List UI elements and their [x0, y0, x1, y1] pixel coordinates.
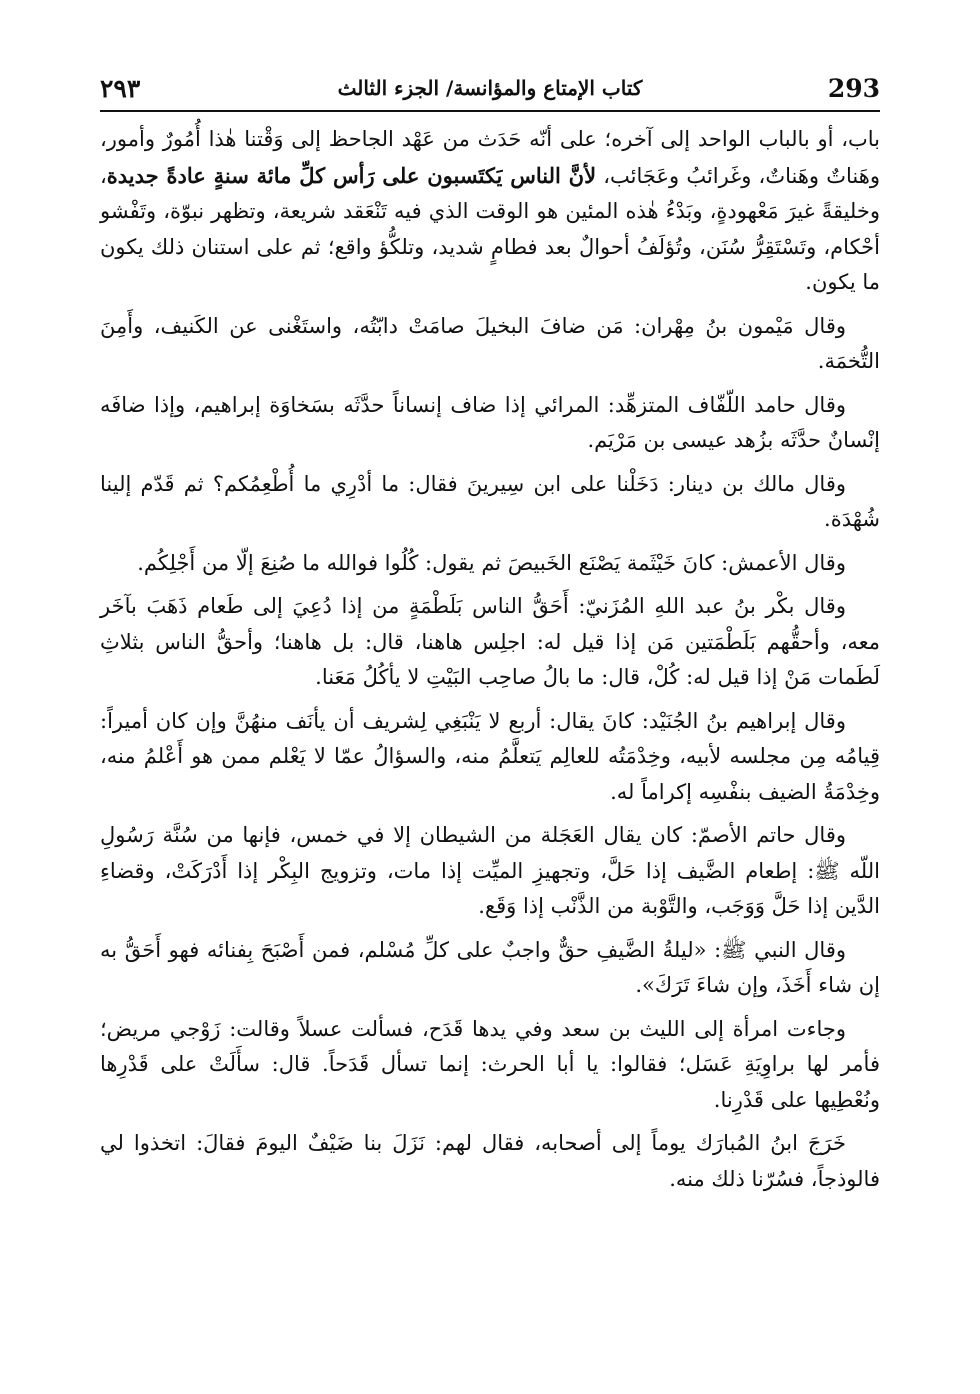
paragraph-prophet: وقال النبي ﷺ: «ليلةُ الضَّيفِ حقٌّ واجبٌ على كلِّ مُسْلم، فمن أَصْبَحَ بِفنائه فهو أَحَقُّ به إن شاء أَخَذَ، وإن شاءَ تَرَكَ». [100, 937, 880, 997]
paragraph-text: باب، أو بالباب الواحد إلى آخره؛ على أنّه حَدَث من عَهْد الجاحظ إلى وَقْتنا هٰذا أُمُورٌ وأمور، وهَناتٌ وهَناتٌ، وغَرائبُ وعَجَائب، [100, 127, 880, 188]
page-number-latin: 293 [827, 74, 880, 103]
paragraph-mubarak: خَرَجَ ابنُ المُبارَك يوماً إلى أصحابه، فقال لهم: نَزَلَ بنا ضَيْفٌ اليومَ فقالَ: اتخذوا لي فالوذجاً، فسُرّنا ذلك منه. [100, 1131, 880, 1191]
paragraph-continuation [100, 122, 880, 301]
bold-emphasis: لأنَّ الناس يَكتَسبون على رَأس كلِّ مائة سنةٍ عادةً جديدة [106, 162, 597, 188]
page-number-arabic: ٢٩٣ [100, 74, 141, 103]
paragraph-amash: وقال الأعمش: كانَ خَيْثَمة يَصْنَع الخَبيصَ ثم يقول: كُلُوا فوالله ما صُنِعَ إلّا من أَجْلِكُم. [137, 550, 846, 575]
paragraph-ibrahim: وقال إبراهيم بنُ الجُنَيْد: كانَ يقال: أربع لا يَنْبَغِي لِشريف أن يأنَف منهُنَّ وإن كان أميراً: قِيامُه مِن مجلسه لأبيه، وخِدْمَتُه للعالِم يَتعلَّمُ منه، والسؤالُ عمّا لا يَعْلم ممن هو أَعْلمُ منه، وخِدْمَةُ الضيف بنفْسِه إكراماً له. [100, 708, 880, 804]
paragraph-hamid: وقال حامد اللّفّاف المتزهِّد: المرائي إذا ضاف إنساناً حدَّثَه بسَخاوَة إبراهيم، وإذا ضافَه إنْسانٌ حدَّثَه بزُهد عيسى بن مَرْيَم. [100, 392, 880, 452]
page-body [100, 122, 880, 1205]
page-header [100, 70, 880, 112]
paragraph-layth: وجاءت امرأة إلى الليث بن سعد وفي يدها قَدَح، فسألت عسلاً وقالت: زَوْجي مريض؛ فأمر لها براوِيَةِ عَسَل؛ فقالوا: يا أبا الحرث: إنما تسأل قَدَحاً. قال: سأَلَتْ على قَدْرِها ونُعْطِيها على قَدْرِنا. [100, 1016, 880, 1112]
paragraph-maymun: وقال مَيْمون بنُ مِهْران: مَن ضافَ البخيلَ صامَتْ دابّتُه، واستَغْنى عن الكَنيف، وأَمِنَ التُّخمَة. [100, 313, 880, 373]
paragraph-malik: وقال مالك بن دينار: دَخَلْنا على ابن سِيرينَ فقال: ما أدْرِي ما أُطْعِمُكم؟ ثم قَدّم إلينا شُهْدَة. [100, 471, 880, 531]
paragraph-text: ، وخليقةً غيرَ مَعْهودةٍ، وبَدْءُ هٰذه المئين هو الوقت الذي فيه تَنْعَقد شريعة، وتظهر نبوّة، وتَفْشو أحْكام، وتَسْتَقِرُّ سُنَن، وتُؤلَفُ أحوالٌ بعد فطامٍ شديد، وتلكُّؤ واقع؛ ثم على استنان ذلك يكون ما يكون. [100, 163, 880, 294]
paragraph-bakr: وقال بكْر بنُ عبد اللهِ المُزَنيّ: أَحَقُّ الناس بَلَطْمَةٍ من إذا دُعِيَ إلى طَعام ذَهَبَ بآخَر معه، وأحقُّهم بَلَطْمَتين مَن إذا قيل له: اجلِس هاهنا، قال: بل هاهنا؛ وأحقُّ الناس بثلاثِ لَطَمات مَنْ إذا قيل له: كُلْ، قال: ما بالُ صاحِب البَيْتِ لا يأكُلُ مَعَنا. [100, 594, 880, 689]
running-title: كتاب الإمتاع والمؤانسة/ الجزء الثالث [337, 76, 643, 100]
paragraph-hatim: وقال حاتم الأصمّ: كان يقال العَجَلة من الشيطان إلا في خمس، فإنها من سُنَّة رَسُولِ اللّه ﷺ: إطعام الضَّيف إذا حَلَّ، وتجهيزِ الميِّت إذا مات، وتزويج البِكْر إذا أَدْرَكَتْ، وقضاءِ الدَّين إذا حَلَّ وَوَجَب، والتَّوْبة من الذَّنْب إذا وَقَع. [100, 823, 880, 918]
header-rule [100, 110, 880, 112]
